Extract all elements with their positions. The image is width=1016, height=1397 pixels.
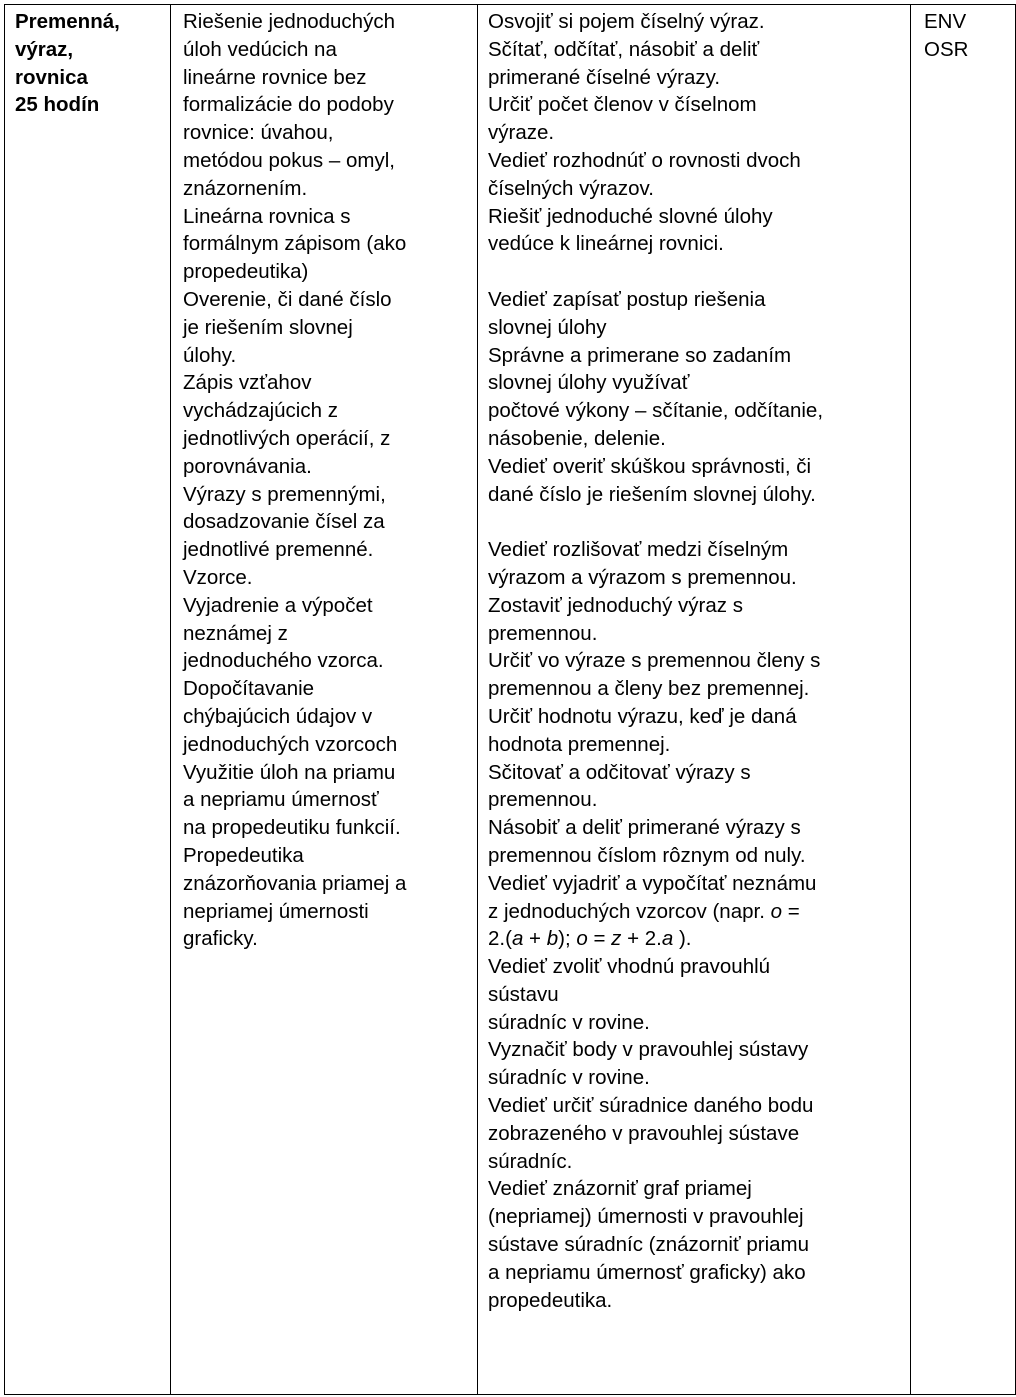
text-line: Sčitovať a odčitovať výrazy s	[488, 760, 751, 784]
text-line: graficky.	[183, 927, 258, 951]
text-line: nepriamej úmernosti	[183, 899, 369, 923]
text-line: Lineárna rovnica s	[183, 204, 351, 228]
text-line: súradníc v rovine.	[488, 1010, 650, 1034]
text-line: súradníc.	[488, 1149, 573, 1173]
cross-topic-env: ENV	[924, 10, 967, 33]
text-line: neznámej z	[183, 621, 288, 645]
formula-var-o: o	[576, 927, 588, 951]
text-line: dané číslo je riešením slovnej úlohy.	[488, 482, 816, 506]
text-line: premennou a členy bez premennej.	[488, 677, 810, 701]
text-line: lineárne rovnice bez	[183, 65, 367, 89]
text-line: Overenie, či dané číslo	[183, 287, 392, 311]
text-line: Propedeutika	[183, 843, 304, 867]
formula-eq: =	[587, 927, 612, 951]
text-line: počtové výkony – sčítanie, odčítanie,	[488, 399, 824, 423]
text-line: hodnota premennej.	[488, 732, 671, 756]
formula-var-a: a	[661, 927, 674, 951]
formula-text: );	[558, 927, 577, 951]
text-line: súradníc v rovine.	[488, 1066, 650, 1090]
text-line: dosadzovanie čísel za	[183, 510, 385, 534]
text-line: na propedeutiku funkcií.	[183, 816, 401, 840]
text-line: a nepriamu úmernosť	[183, 788, 379, 812]
text-line: Vyjadrenie a výpočet	[183, 593, 373, 617]
text-line: Vyznačiť body v pravouhlej sústavy	[488, 1038, 809, 1062]
formula-var-z: z	[611, 927, 622, 951]
cross-topic-osr: OSR	[924, 37, 969, 61]
formula-text: 2.(	[488, 927, 512, 951]
text-line: Vedieť overiť skúškou správnosti, či	[488, 454, 812, 478]
text-line: propedeutika)	[183, 260, 309, 284]
text-line: Vedieť zvoliť vhodnú pravouhlú	[488, 955, 771, 979]
text-line: slovnej úlohy využívať	[488, 371, 690, 395]
text-line: Určiť počet členov v číselnom	[488, 93, 757, 117]
formula-plus: +	[523, 927, 547, 951]
text-line: Vedieť rozlišovať medzi číselným	[488, 538, 789, 562]
text-line: formalizácie do podoby	[183, 93, 394, 117]
text-line: výrazom a výrazom s premennou.	[488, 565, 797, 589]
text-line: premennou číslom rôznym od nuly.	[488, 843, 806, 867]
text-line: chýbajúcich údajov v	[183, 704, 373, 728]
text-line: vychádzajúcich z	[183, 399, 338, 423]
formula-text: z jednoduchých vzorcov (napr.	[488, 899, 771, 923]
text-line: propedeutika.	[488, 1288, 613, 1312]
table-row	[5, 5, 1016, 1395]
standards-block-3	[488, 536, 906, 897]
text-line: úlohy.	[183, 343, 237, 367]
standards-cell	[478, 5, 911, 1395]
text-line: premennou.	[488, 621, 598, 645]
topic-cell	[5, 5, 171, 1395]
text-line: slovnej úlohy	[488, 315, 607, 339]
text-line: výraze.	[488, 121, 555, 145]
standards-block-2	[488, 286, 906, 508]
text-line: vedúce k lineárnej rovnici.	[488, 232, 724, 256]
text-line: formálnym zápisom (ako	[183, 232, 407, 256]
text-line: Správne a primerane so zadaním	[488, 343, 792, 367]
text-line: Vedieť znázorniť graf priamej	[488, 1177, 752, 1201]
standards-block-4	[488, 953, 906, 1314]
text-line: Vedieť rozhodnúť o rovnosti dvoch	[488, 148, 801, 172]
text-line: jednoduchého vzorca.	[183, 649, 384, 673]
text-line: Riešiť jednoduché slovné úlohy	[488, 204, 773, 228]
curriculum-table	[4, 4, 1016, 1395]
text-line: sústave súradníc (znázorniť priamu	[488, 1233, 810, 1257]
text-line: premennou.	[488, 788, 598, 812]
cross-topics-cell	[911, 5, 1016, 1395]
text-line: Využitie úloh na priamu	[183, 760, 396, 784]
text-line: je riešením slovnej	[183, 315, 353, 339]
text-line: Vedieť vyjadriť a vypočítať neznámu	[488, 871, 817, 895]
text-line: Osvojiť si pojem číselný výraz.	[488, 10, 765, 33]
text-line: porovnávania.	[183, 454, 312, 478]
text-line: sústavu	[488, 982, 559, 1006]
text-line: znázornením.	[183, 176, 308, 200]
text-line: a nepriamu úmernosť graficky) ako	[488, 1260, 806, 1284]
text-line: Zápis vzťahov	[183, 371, 312, 395]
text-line: Sčítať, odčítať, násobiť a deliť	[488, 37, 760, 61]
topic-line: výraz,	[15, 37, 74, 61]
text-line: Určiť vo výraze s premennou členy s	[488, 649, 821, 673]
formula-line-1	[488, 898, 906, 926]
text-line: znázorňovania priamej a	[183, 871, 407, 895]
text-line: Vedieť zapísať postup riešenia	[488, 287, 766, 311]
text-line: Násobiť a deliť primerané výrazy s	[488, 816, 801, 840]
formula-text: ).	[673, 927, 692, 951]
text-line: Dopočítavanie	[183, 677, 315, 701]
text-line: zobrazeného v pravouhlej sústave	[488, 1121, 800, 1145]
formula-plus: + 2.	[621, 927, 662, 951]
content-cell	[171, 5, 478, 1395]
text-line: úloh vedúcich na	[183, 37, 337, 61]
text-line: Vzorce.	[183, 565, 253, 589]
standards-block-1	[488, 8, 906, 258]
formula-var-b: b	[546, 927, 559, 951]
text-line: Vedieť určiť súradnice daného bodu	[488, 1094, 814, 1118]
topic-line: rovnica	[15, 65, 88, 89]
formula-eq: =	[782, 899, 800, 923]
text-line: jednotlivých operácií, z	[183, 426, 391, 450]
text-line: metódou pokus – omyl,	[183, 148, 395, 172]
text-line: číselných výrazov.	[488, 176, 654, 200]
formula-line-2	[488, 925, 906, 953]
topic-hours: 25 hodín	[15, 93, 100, 117]
text-line: Výrazy s premennými,	[183, 482, 386, 506]
formula-var-o: o	[770, 899, 783, 923]
text-line: Zostaviť jednoduchý výraz s	[488, 593, 743, 617]
text-line: Určiť hodnotu výrazu, keď je daná	[488, 704, 797, 728]
text-line: primerané číselné výrazy.	[488, 65, 721, 89]
text-line: násobenie, delenie.	[488, 426, 666, 450]
text-line: jednoduchých vzorcoch	[183, 732, 398, 756]
formula-var-a: a	[511, 927, 524, 951]
text-line: jednotlivé premenné.	[183, 538, 374, 562]
topic-line: Premenná,	[15, 10, 120, 33]
text-line: Riešenie jednoduchých	[183, 10, 395, 33]
text-line: (nepriamej) úmernosti v pravouhlej	[488, 1205, 804, 1229]
text-line: rovnice: úvahou,	[183, 121, 334, 145]
